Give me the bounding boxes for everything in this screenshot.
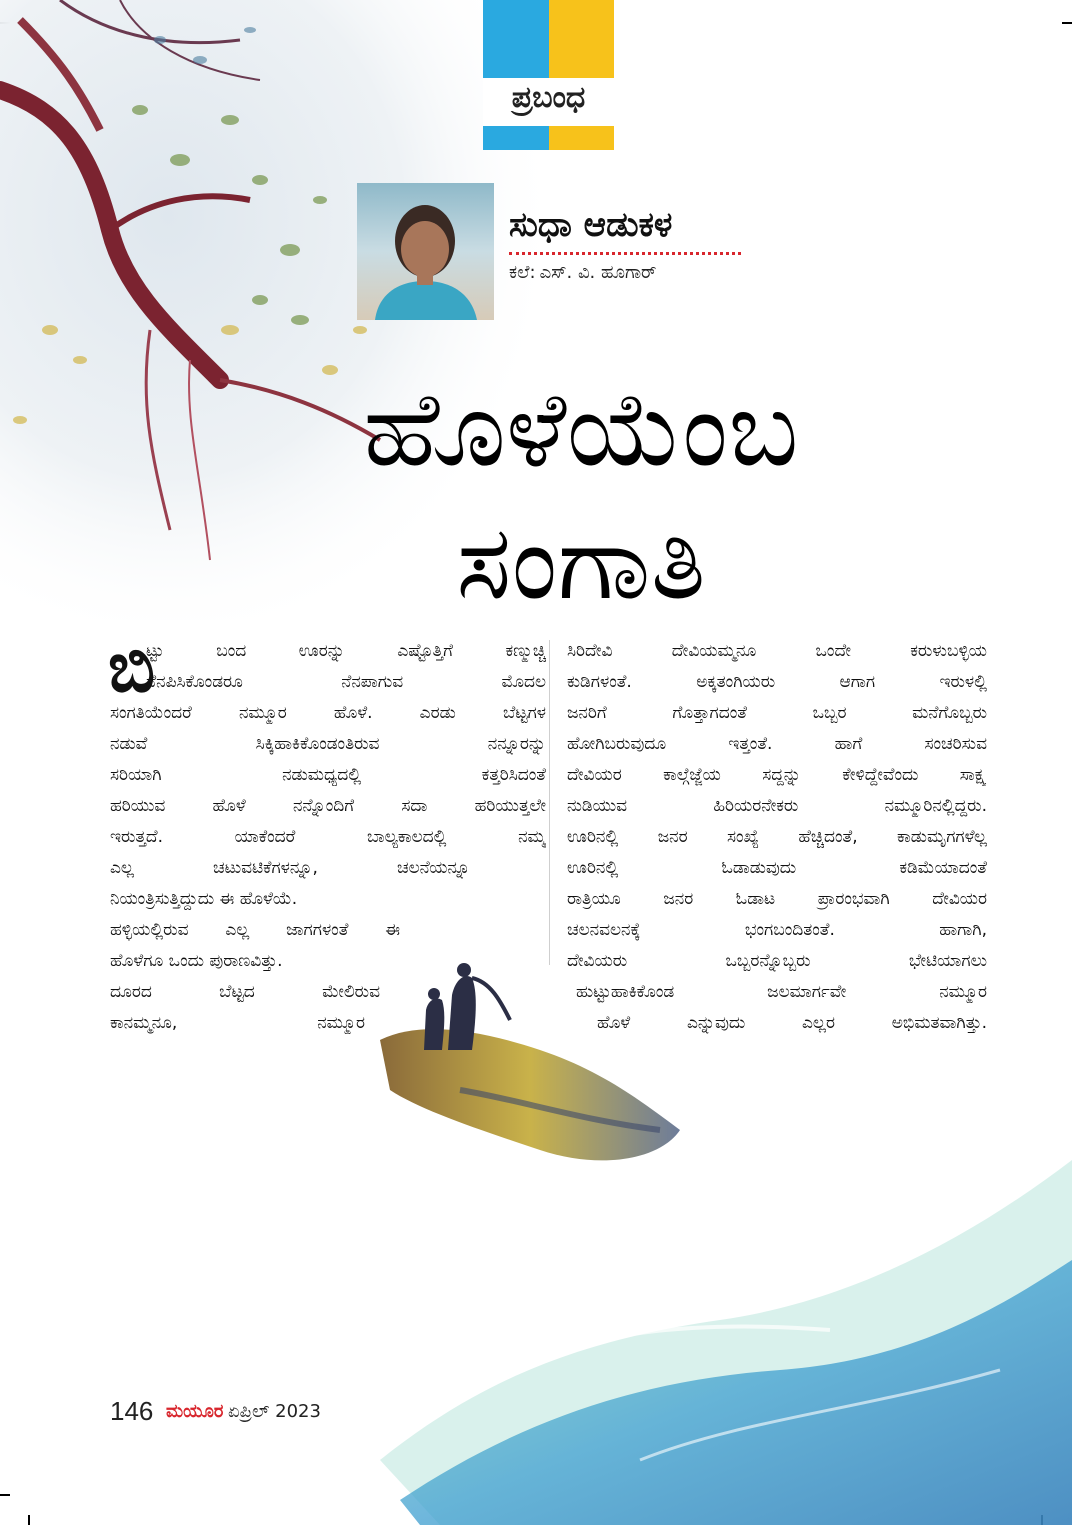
author-name: ಸುಧಾ ಆಡುಕಳ [509,205,673,245]
drop-cap: ಬಿ [108,626,156,708]
body-line-left: ಹಳ್ಳಿಯಲ್ಲಿರುವ ಎಲ್ಲ ಜಾಗಗಳಂತೆ ಈ [110,920,400,940]
author-photo [357,183,494,320]
body-line-left: ಇರುತ್ತದೆ. ಯಾಕೆಂದರೆ ಬಾಲ್ಯಕಾಲದಲ್ಲಿ ನಮ್ಮ [110,827,546,847]
body-line-right: ಸಿರಿದೇವಿ ದೇವಿಯಮ್ಮನೂ ಒಂದೇ ಕರುಳುಬಳ್ಳಿಯ [567,641,987,661]
badge-blue-block [483,126,549,150]
badge-yellow-block [549,126,614,150]
body-line-left: ಹರಿಯುವ ಹೊಳೆ ನನ್ನೊಂದಿಗೆ ಸದಾ ಹರಿಯುತ್ತಲೇ [110,796,546,816]
badge-blue-block [483,0,549,78]
body-line-left: ಎಲ್ಲ ಚಟುವಟಿಕೆಗಳನ್ನೂ, ಚಲನೆಯನ್ನೂ [110,858,470,878]
art-credit-prefix: ಕಲೆ: [509,262,536,283]
body-line-left: ಹೊಳೆಗೂ ಒಂದು ಪುರಾಣವಿತ್ತು. [110,951,283,971]
body-line-left: ನಿಯಂತ್ರಿಸುತ್ತಿದ್ದುದು ಈ ಹೊಳೆಯೆ. [110,889,298,909]
body-line-right: ಜನರಿಗೆ ಗೊತ್ತಾಗದಂತೆ ಒಬ್ಬರ ಮನೆಗೊಬ್ಬರು [567,703,987,723]
body-line-right: ದೇವಿಯರು ಒಬ್ಬರನ್ನೊಬ್ಬರು ಭೇಟಿಯಾಗಲು [567,951,987,971]
body-line-left: ದೂರದ ಬೆಟ್ಟದ ಮೇಲಿರುವ [110,982,380,1002]
magazine-logo: ಮಯೂರ [166,1401,224,1422]
issue-date: ಏಪ್ರಿಲ್ 2023 [228,1401,321,1422]
body-line-right: ಕುಡಿಗಳಂತೆ. ಅಕ್ಕತಂಗಿಯರು ಆಗಾಗ ಇರುಳಲ್ಲಿ [567,672,987,692]
body-line-left: ನೆನಪಿಸಿಕೊಂಡರೂ ನೆನಪಾಗುವ ಮೊದಲ [146,672,546,692]
art-credit [509,262,660,283]
body-line-right: ಚಲನವಲನಕ್ಕೆ ಭಂಗಬಂದಿತಂತೆ. ಹಾಗಾಗಿ, [567,920,987,940]
body-line-left: ನಡುವೆ ಸಿಕ್ಕಿಹಾಕಿಕೊಂಡಂತಿರುವ ನನ್ನೂರನ್ನು [110,734,546,754]
crop-mark [0,1494,10,1496]
headline-line-1: ಹೊಳೆಯೆಂಬ [363,368,799,490]
body-line-left: ಸಂಗತಿಯೆಂದರೆ ನಮ್ಮೂರ ಹೊಳೆ. ಎರಡು ಬೆಟ್ಟಗಳ [110,703,546,723]
body-line-right: ರಾತ್ರಿಯೂ ಜನರ ಓಡಾಟ ಪ್ರಾರಂಭವಾಗಿ ದೇವಿಯರ [567,889,987,909]
headline-line-2: ಸಂಗಾತಿ [456,501,706,623]
body-line-right: ಹೊಳೆ ಎನ್ನುವುದು ಎಲ್ಲರ ಅಭಿಮತವಾಗಿತ್ತು. [597,1013,987,1033]
body-line-right: ನುಡಿಯುವ ಹಿರಿಯರನೇಕರು ನಮ್ಮೂರಿನಲ್ಲಿದ್ದರು. [567,796,987,816]
page-number: 146 [110,1396,154,1426]
body-line-right: ಹುಟ್ಟುಹಾಕಿಕೊಂಡ ಜಲಮಾರ್ಗವೇ ನಮ್ಮೂರ [576,982,987,1002]
body-line-left: ಕಾನಮ್ಮನೂ, ನಮ್ಮೂರ [110,1013,365,1033]
art-credit-name: ಎಸ್‌. ವಿ. ಹೂಗಾರ್ [539,262,657,283]
crop-mark [28,1515,30,1525]
body-line-left: ಟ್ಟು ಬಂದ ಊರನ್ನು ಎಷ್ಟೊತ್ತಿಗೆ ಕಣ್ಮುಚ್ಚಿ [146,641,546,661]
body-line-right: ಊರಿನಲ್ಲಿ ಜನರ ಸಂಖ್ಯೆ ಹೆಚ್ಚಿದಂತೆ, ಕಾಡುಮೃಗಗಳೆಲ್ಲ [567,827,987,847]
badge-yellow-block [549,0,614,78]
body-line-right: ಹೋಗಿಬರುವುದೂ ಇತ್ತಂತೆ. ಹಾಗೆ ಸಂಚರಿಸುವ [567,734,987,754]
author-divider-dotted [509,252,741,255]
section-label: ಪ್ರಬಂಧ [511,80,586,115]
column-divider [549,640,550,965]
crop-mark [1062,22,1072,24]
body-line-right: ದೇವಿಯರ ಕಾಲ್ಗೆಜ್ಜೆಯ ಸದ್ದನ್ನು ಕೇಳಿದ್ದೇವೆಂದು ಸಾಕ್ಷ್ಯ [567,765,987,785]
body-line-right: ಊರಿನಲ್ಲಿ ಓಡಾಡುವುದು ಕಡಿಮೆಯಾದಂತೆ [567,858,987,878]
section-badge [483,0,614,150]
body-line-left: ಸರಿಯಾಗಿ ನಡುಮಧ್ಯದಲ್ಲಿ ಕತ್ತರಿಸಿದಂತೆ [110,765,546,785]
